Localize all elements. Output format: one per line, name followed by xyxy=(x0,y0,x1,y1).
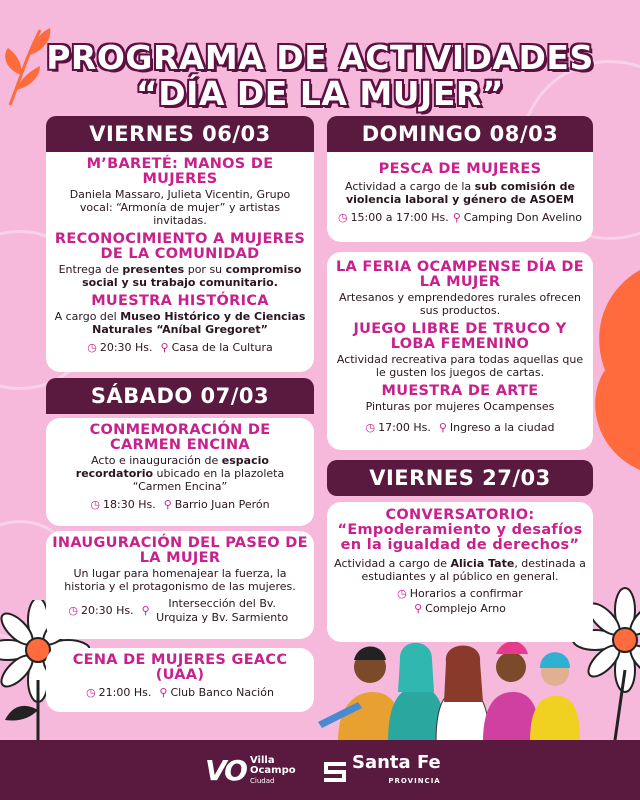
desc-text: Actividad a cargo de xyxy=(334,557,451,570)
desc-bold: compromiso social y su trabajo comunitario. xyxy=(82,263,302,289)
location-pin-icon: ⚲ xyxy=(452,211,461,224)
desc-text: A cargo del xyxy=(54,310,121,323)
santa-fe-text xyxy=(352,754,441,790)
logo-villa-ocampo[interactable] xyxy=(205,754,296,787)
event-title-mbarete: M’BARETÉ: MANOS DE MUJERES xyxy=(86,156,274,187)
event-meta xyxy=(333,587,587,616)
event-place: Casa de la Cultura xyxy=(171,341,273,354)
event-meta xyxy=(333,211,587,225)
desc-text: , destinada a estudiantes y al público en general. xyxy=(361,557,586,583)
location-pin-icon: ⚲ xyxy=(414,602,423,615)
event-desc-truco: Actividad recreativa para todas aquellas que le gusten los juegos de cartas. xyxy=(336,353,584,379)
vo-name-2: Ocampo xyxy=(249,764,296,776)
desc-text: Actividad a cargo de la xyxy=(345,180,475,193)
event-title-arte: MUESTRA DE ARTE xyxy=(381,383,539,399)
clock-icon: ◷ xyxy=(86,686,96,699)
event-title-truco: JUEGO LIBRE DE TRUCO Y LOBA FEMENINO xyxy=(353,321,567,352)
desc-bold: presentes xyxy=(122,263,185,276)
event-meta xyxy=(52,498,308,512)
event-meta xyxy=(52,686,308,700)
event-desc-arte: Pinturas por mujeres Ocampenses xyxy=(365,400,555,413)
event-place: Camping Don Avelino xyxy=(463,211,583,224)
event-time: 18:30 Hs. xyxy=(103,498,156,511)
day-header-viernes-27: VIERNES 27/03 xyxy=(327,460,593,496)
event-desc-conversatorio xyxy=(333,557,587,583)
santa-fe-mark-icon xyxy=(322,759,348,785)
desc-text: ubicado en la plazoleta “Carmen Encina” xyxy=(132,467,285,493)
clock-icon: ◷ xyxy=(365,421,376,434)
vo-name-1: Villa xyxy=(249,754,275,766)
event-desc-muestra-historica xyxy=(52,310,308,336)
day-header-sabado-07: SÁBADO 07/03 xyxy=(46,378,314,414)
event-meta xyxy=(52,341,308,355)
event-desc-pesca xyxy=(333,180,587,206)
card-pesca xyxy=(327,152,593,242)
page-title xyxy=(0,40,640,112)
event-time: 17:00 Hs. xyxy=(378,421,431,434)
desc-bold: Museo Histórico y de Ciencias Naturales “Aníbal Gregoret” xyxy=(92,310,306,336)
location-pin-icon: ⚲ xyxy=(163,498,172,511)
card-cena xyxy=(46,648,314,712)
desc-bold: espacio recordatorio xyxy=(75,454,269,480)
sf-name: Santa Fe xyxy=(352,752,441,773)
event-desc-mbarete: Daniela Massaro, Julieta Vicentin, Grupo vocal: “Armonía de mujer” y artistas invitadas. xyxy=(69,188,291,227)
card-conversatorio xyxy=(327,502,593,642)
event-meta xyxy=(333,421,587,435)
desc-text: por su xyxy=(184,263,226,276)
location-pin-icon: ⚲ xyxy=(438,421,447,434)
location-pin-icon: ⚲ xyxy=(141,604,150,617)
day-header-domingo-08: DOMINGO 08/03 xyxy=(327,116,593,152)
event-desc-reconocimiento xyxy=(52,263,308,289)
page-title-line1: PROGRAMA DE ACTIVIDADES xyxy=(46,38,594,77)
clock-icon: ◷ xyxy=(87,341,97,354)
event-place: Intersección del Bv. Urquiza y Bv. Sarmiento xyxy=(156,597,289,624)
logo-santa-fe[interactable] xyxy=(322,754,441,790)
desc-text: Acto e inauguración de xyxy=(91,454,222,467)
event-title-muestra-historica: MUESTRA HISTÓRICA xyxy=(91,293,269,309)
villa-ocampo-text xyxy=(250,756,296,786)
villa-ocampo-mark: VO xyxy=(205,754,246,787)
event-title-conversatorio: CONVERSATORIO: “Empoderamiento y desafíos en la igualdad de derechos” xyxy=(337,507,583,553)
event-place: Club Banco Nación xyxy=(170,686,274,699)
event-title-reconocimiento: RECONOCIMIENTO A MUJERES DE LA COMUNIDAD xyxy=(54,231,306,262)
clock-icon: ◷ xyxy=(90,498,100,511)
event-time: 20:30 Hs. xyxy=(80,604,134,617)
event-title-pesca: PESCA DE MUJERES xyxy=(378,161,542,177)
clock-icon: ◷ xyxy=(397,587,407,600)
location-pin-icon: ⚲ xyxy=(160,341,169,354)
card-paseo xyxy=(46,531,314,639)
footer-bar xyxy=(0,740,640,800)
women-illustration-icon xyxy=(318,632,580,742)
flower-petal-icon xyxy=(585,270,640,470)
event-time: Horarios a confirmar xyxy=(409,587,523,600)
event-time: 21:00 Hs. xyxy=(98,686,152,699)
day-header-viernes-06: VIERNES 06/03 xyxy=(46,116,314,152)
sf-sub: PROVINCIA xyxy=(388,777,441,785)
event-desc-feria: Artesanos y emprendedores rurales ofrecen sus productos. xyxy=(338,291,581,317)
clock-icon: ◷ xyxy=(337,211,348,224)
event-place: Complejo Arno xyxy=(425,602,506,615)
card-conmemoracion xyxy=(46,418,314,526)
event-desc-conmemoracion xyxy=(52,454,308,493)
desc-bold: Alicia Tate xyxy=(450,557,515,570)
event-place: Ingreso a la ciudad xyxy=(449,421,555,434)
page-title-line2: “DÍA DE LA MUJER” xyxy=(136,74,504,113)
vo-sub: Ciudad xyxy=(249,776,275,785)
event-desc-paseo: Un lugar para homenajear la fuerza, la historia y el protagonismo de las mujeres. xyxy=(64,567,296,593)
desc-text: Entrega de xyxy=(58,263,123,276)
card-viernes-06 xyxy=(46,152,314,372)
event-title-cena: CENA DE MUJERES GEACC (UAA) xyxy=(72,652,288,683)
event-place: Barrio Juan Perón xyxy=(174,498,270,511)
event-meta xyxy=(52,597,308,625)
event-title-conmemoracion: CONMEMORACIÓN DE CARMEN ENCINA xyxy=(89,422,271,453)
event-title-feria: LA FERIA OCAMPENSE DÍA DE LA MUJER xyxy=(336,259,584,290)
card-feria xyxy=(327,252,593,450)
event-title-paseo: INAUGURACIÓN DEL PASEO DE LA MUJER xyxy=(52,535,308,566)
desc-bold: sub comisión de violencia laboral y género de ASOEM xyxy=(345,180,575,206)
clock-icon: ◷ xyxy=(68,604,78,617)
location-pin-icon: ⚲ xyxy=(159,686,168,699)
event-time: 20:30 Hs. xyxy=(99,341,153,354)
event-time: 15:00 a 17:00 Hs. xyxy=(350,211,449,224)
